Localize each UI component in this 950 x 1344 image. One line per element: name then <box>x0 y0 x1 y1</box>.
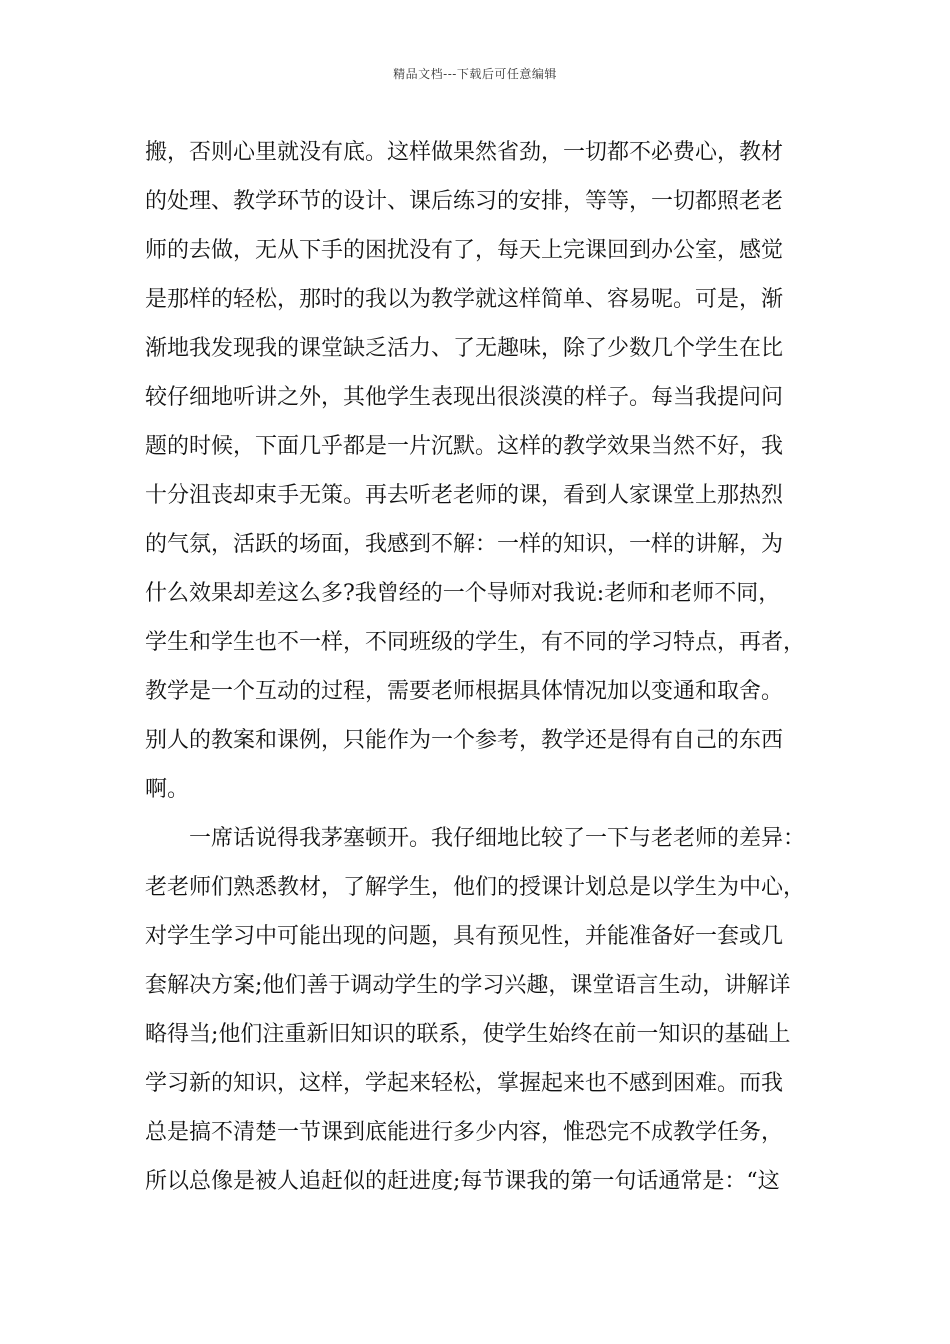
text-line: 是那样的轻松，那时的我以为教学就这样简单、容易呢。可是，渐 <box>145 287 784 312</box>
text-line: 学生和学生也不一样，不同班级的学生，有不同的学习特点，再者， <box>145 630 806 655</box>
text-line: 略得当;他们注重新旧知识的联系，使学生始终在前一知识的基础上 <box>145 1022 791 1047</box>
text-line: 的处理、教学环节的设计、课后练习的安排，等等，一切都照老老 <box>145 189 784 214</box>
text-line: 什么效果却差这么多?我曾经的一个导师对我说:老师和老师不同， <box>145 581 781 606</box>
page-header: 精品文档---下载后可任意编辑 <box>393 67 557 81</box>
text-line: 套解决方案;他们善于调动学生的学习兴趣，课堂语言生动，讲解详 <box>145 973 791 998</box>
text-line-indented: 一席话说得我茅塞顿开。我仔细地比较了一下与老老师的差异： <box>189 826 806 851</box>
text-line: 总是搞不清楚一节课到底能进行多少内容，惟恐完不成教学任务， <box>145 1120 784 1145</box>
text-line: 所以总像是被人追赶似的赶进度;每节课我的第一句话通常是：“这 <box>145 1169 780 1194</box>
text-line: 题的时候，下面几乎都是一片沉默。这样的教学效果当然不好，我 <box>145 434 784 459</box>
text-line: 师的去做，无从下手的困扰没有了，每天上完课回到办公室，感觉 <box>145 238 784 263</box>
text-line: 十分沮丧却束手无策。再去听老老师的课，看到人家课堂上那热烈 <box>145 483 784 508</box>
text-line: 老老师们熟悉教材，了解学生，他们的授课计划总是以学生为中心， <box>145 875 806 900</box>
text-line: 对学生学习中可能出现的问题，具有预见性，并能准备好一套或几 <box>145 924 784 949</box>
text-line: 教学是一个互动的过程，需要老师根据具体情况加以变通和取舍。 <box>145 679 784 704</box>
document-body <box>145 128 825 1206</box>
text-line: 较仔细地听讲之外，其他学生表现出很淡漠的样子。每当我提问问 <box>145 385 784 410</box>
text-line: 学习新的知识，这样，学起来轻松，掌握起来也不感到困难。而我 <box>145 1071 784 1096</box>
text-line: 啊。 <box>145 777 190 802</box>
text-line: 的气氛，活跃的场面，我感到不解：一样的知识，一样的讲解，为 <box>145 532 784 557</box>
text-line: 渐地我发现我的课堂缺乏活力、了无趣味，除了少数几个学生在比 <box>145 336 784 361</box>
text-line: 搬，否则心里就没有底。这样做果然省劲，一切都不必费心，教材 <box>145 140 784 165</box>
text-line: 别人的教案和课例，只能作为一个参考，教学还是得有自己的东西 <box>145 728 784 753</box>
